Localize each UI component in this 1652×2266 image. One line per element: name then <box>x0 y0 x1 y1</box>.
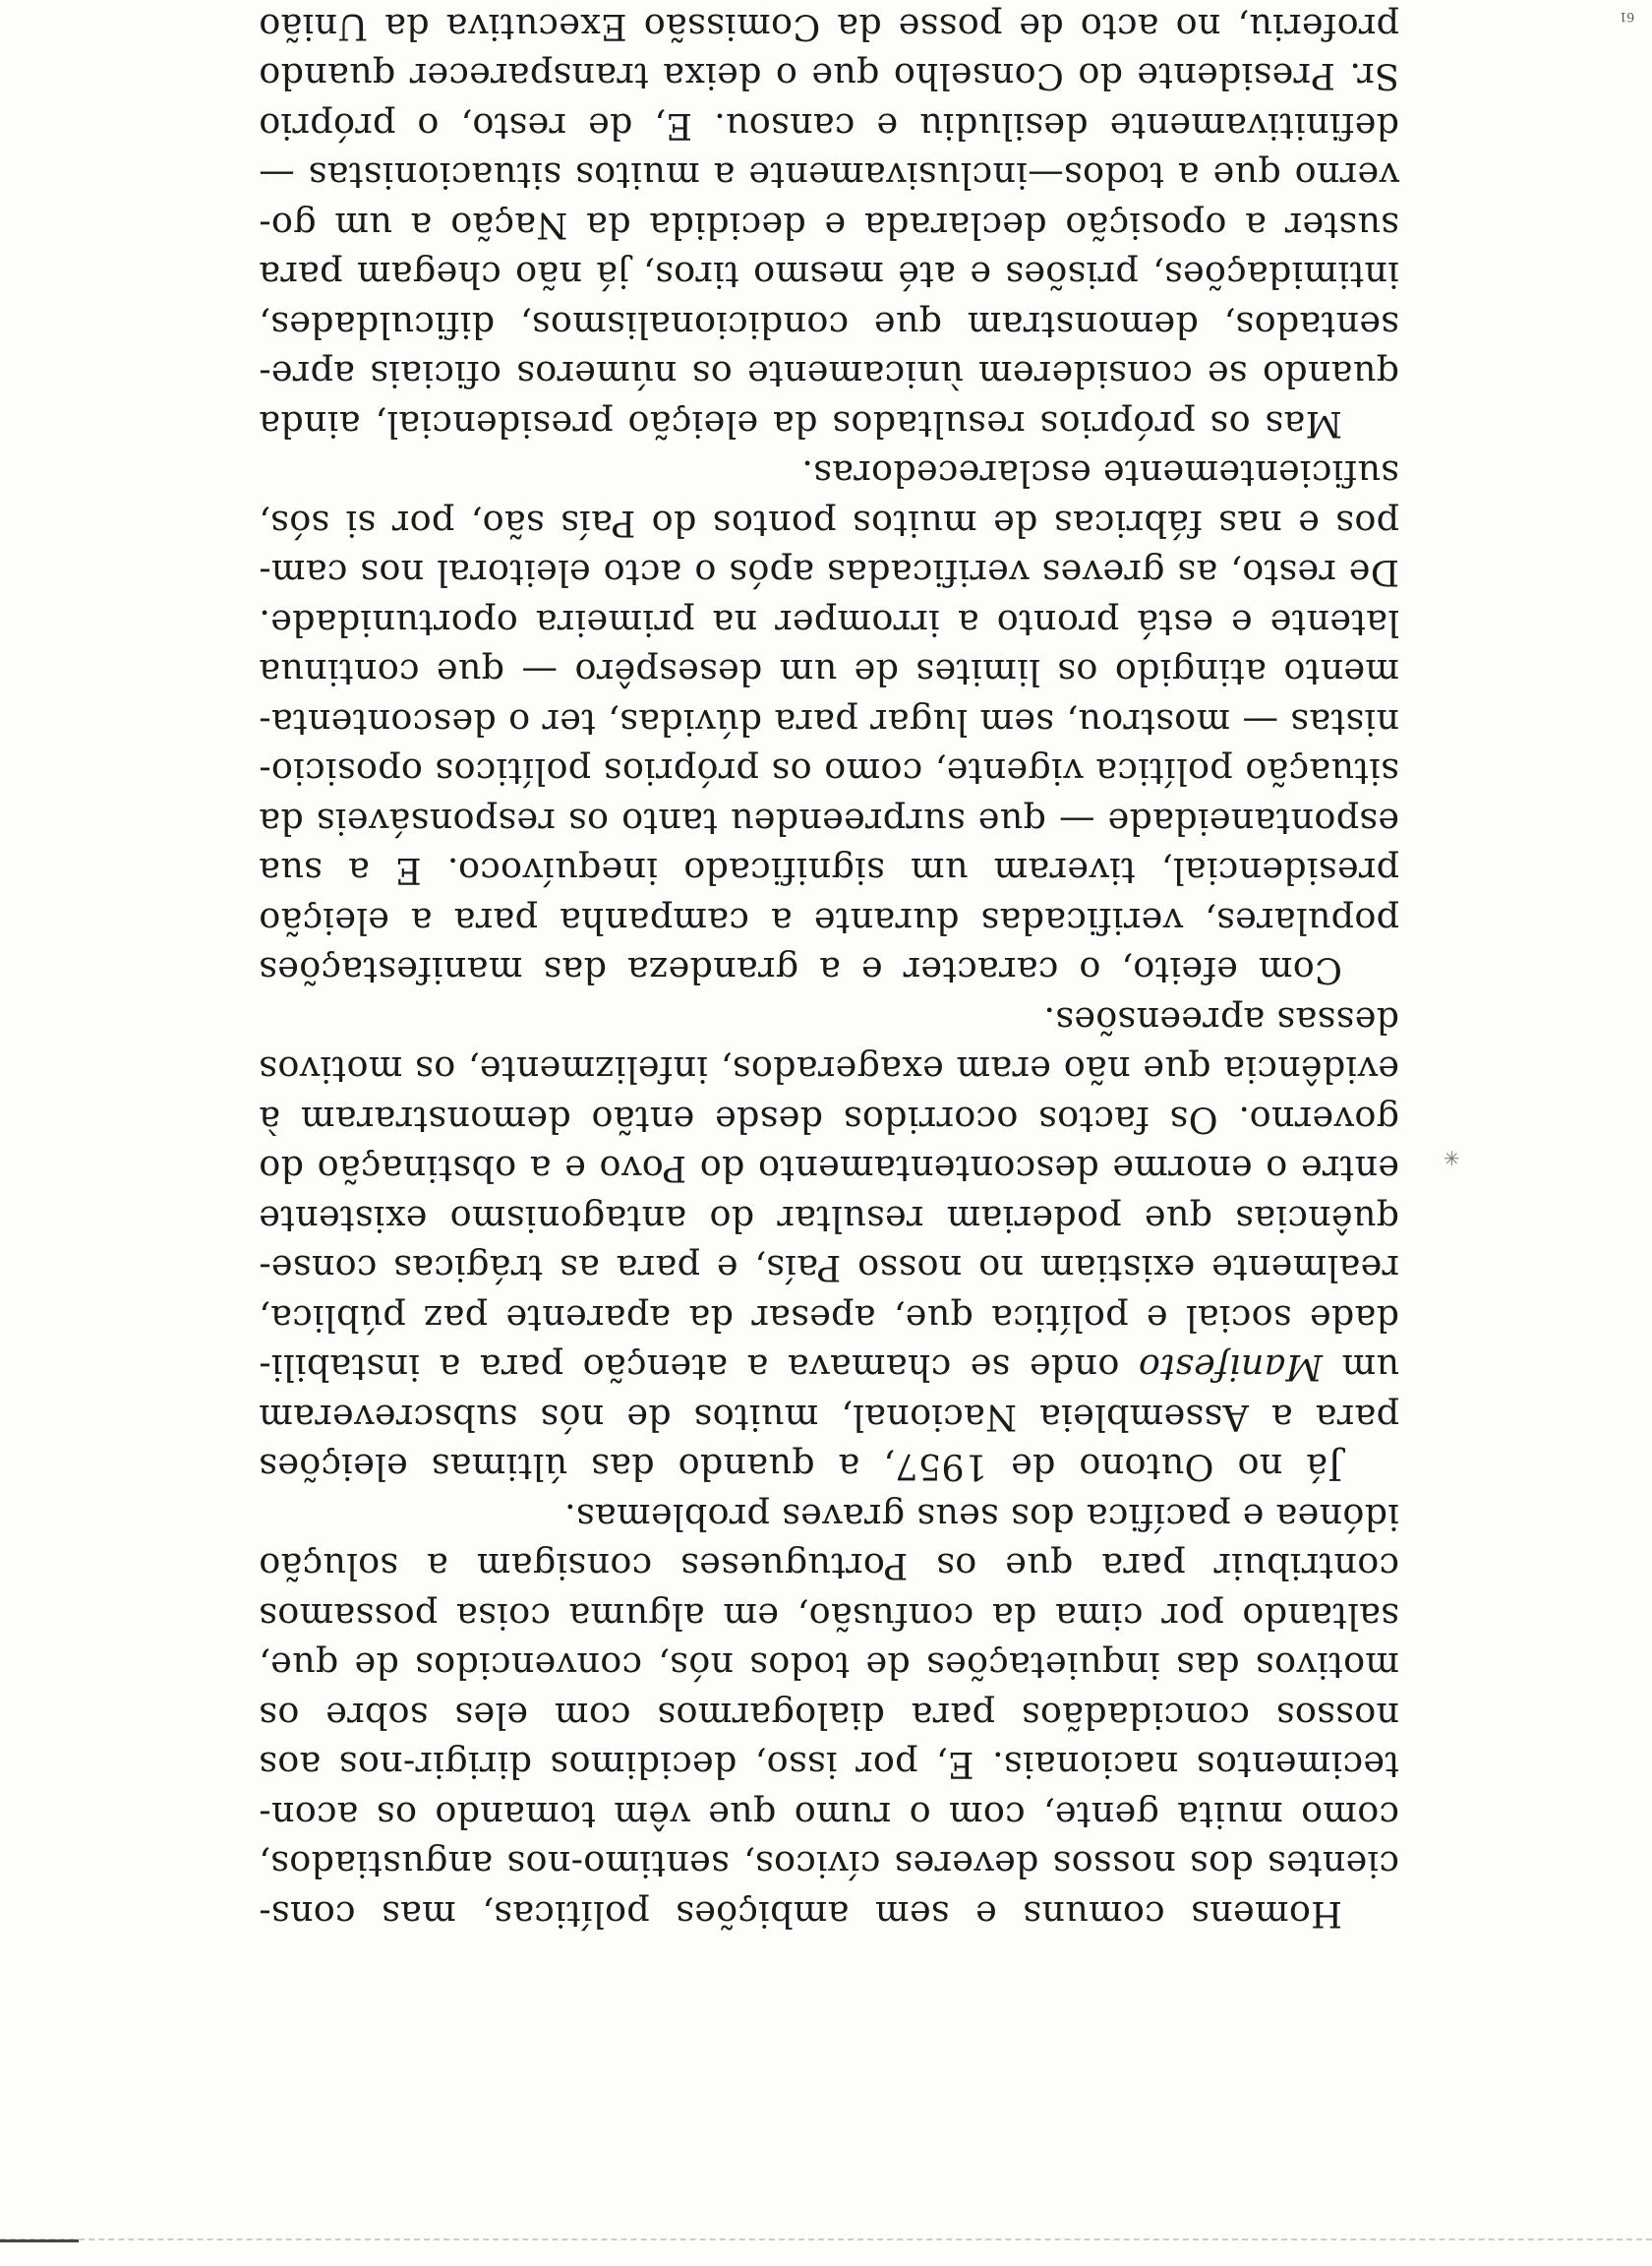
text-line: latente e está pronto a irromper na primeira oportunidade. <box>259 602 1399 644</box>
text-line: mento atingido os limites de um desespêro — que continua <box>259 651 1399 694</box>
scan-edge-bottom <box>0 2238 1652 2244</box>
text-line: Mas os próprios resultados da eleição presidencial, ainda <box>259 403 1342 446</box>
text-line: Homens comuns e sem ambições políticas, mas cons- <box>259 1893 1342 1936</box>
paragraph <box>259 448 1399 995</box>
text-line: quências que poderiam resultar do antagonismo existente <box>259 1198 1399 1240</box>
text-line: situação política vigente, como os próprios políticos oposicio- <box>259 750 1399 794</box>
text-line: verno que a todos—inclusivamente a muitos situacionistas — <box>259 154 1399 198</box>
text-line: nistas — mostrou, sem lugar para dúvidas, ter o descontenta- <box>259 701 1399 744</box>
text-line: contribuir para que os Portugueses consigam a solução <box>259 1545 1399 1588</box>
text-line: tecimentos nacionais. E, por isso, decidimos dirigir-nos aos <box>259 1744 1399 1787</box>
text-line: suster a oposição declarada e decidida da Nação a um go- <box>259 205 1399 247</box>
italic-word: Manifesto <box>1138 1346 1324 1390</box>
text-line: pos e nas fábricas de muitos pontos do País são, por si sós, <box>259 503 1399 545</box>
text-line: dessas apreensões. <box>1043 999 1399 1042</box>
text-line: governo. Os factos ocorridos desde então demonstraram à <box>259 1099 1399 1141</box>
text-line: proferiu, no acto de posse da Comissão Executiva da União <box>259 6 1399 48</box>
text-line: evidência que não eram exagerados, infelizmente, os motivos <box>259 1048 1399 1092</box>
text-line: De resto, as greves verificadas após o acto eleitoral nos cam- <box>259 552 1399 595</box>
text-line: Com efeito, o caracter e a grandeza das manifestações <box>259 949 1342 992</box>
text-line: nossos concidadãos para dialogarmos com eles sobre os <box>259 1695 1399 1737</box>
text-line: populares, verificadas durante a campanha para a eleição <box>259 900 1399 942</box>
text-line: espontaneidade — que surpreendeu tanto os responsáveis da <box>259 801 1399 843</box>
text-line: dade social e política que, apesar da aparente paz pública, <box>259 1297 1399 1340</box>
scan-edge-mark <box>0 2239 79 2242</box>
text-line: Já no Outono de 1957, a quando das últimas eleições <box>259 1446 1342 1489</box>
text-line: entre o enorme descontentamento do Povo e a obstinação do <box>259 1148 1399 1191</box>
paragraph <box>259 0 1399 448</box>
text-line: quando se considerem ùnicamente os números oficiais apre- <box>259 353 1399 396</box>
text-line: sentados, demonstram que condicionalismos, dificuldades, <box>259 304 1399 346</box>
page-number: 61 <box>1620 9 1634 25</box>
margin-mark: ✳ <box>1444 1147 1460 1170</box>
text-line: para a Assembleia Nacional, muitos de nós subscreveram <box>259 1397 1399 1439</box>
text-line: idónea e pacífica dos seus graves problemas. <box>563 1496 1399 1538</box>
text-line: suficientemente esclarecedoras. <box>801 452 1399 496</box>
paragraph <box>259 1492 1399 1939</box>
text-line: saltando por cima da confusão, em alguma coisa possamos <box>259 1595 1399 1638</box>
text-line: um Manifesto onde se chamava a atenção para a instabili- <box>259 1346 1399 1390</box>
text-line: cientes dos nossos deveres cívicos, sentimo-nos angustiados, <box>259 1843 1399 1886</box>
text-line: presidencial, tiveram um significado inequívoco. E a sua <box>259 850 1399 893</box>
body-text <box>259 0 1399 1938</box>
text-line: como muita gente, com o rumo que vêm tomando os acon- <box>259 1794 1399 1836</box>
text-line: intimidações, prisões e até mesmo tiros, já não chegam para <box>259 254 1399 297</box>
text-line: realmente existiam no nosso País, e para as trágicas conse- <box>259 1247 1399 1290</box>
text-line: definitivamente desiludiu e cansou. E, de resto, o próprio <box>259 105 1399 148</box>
text-line: motivos das inquietações de todos nós, convencidos de que, <box>259 1644 1399 1688</box>
paragraph <box>259 995 1399 1492</box>
text-line: Sr. Presidente do Conselho que o deixa transparecer quando <box>259 55 1399 98</box>
